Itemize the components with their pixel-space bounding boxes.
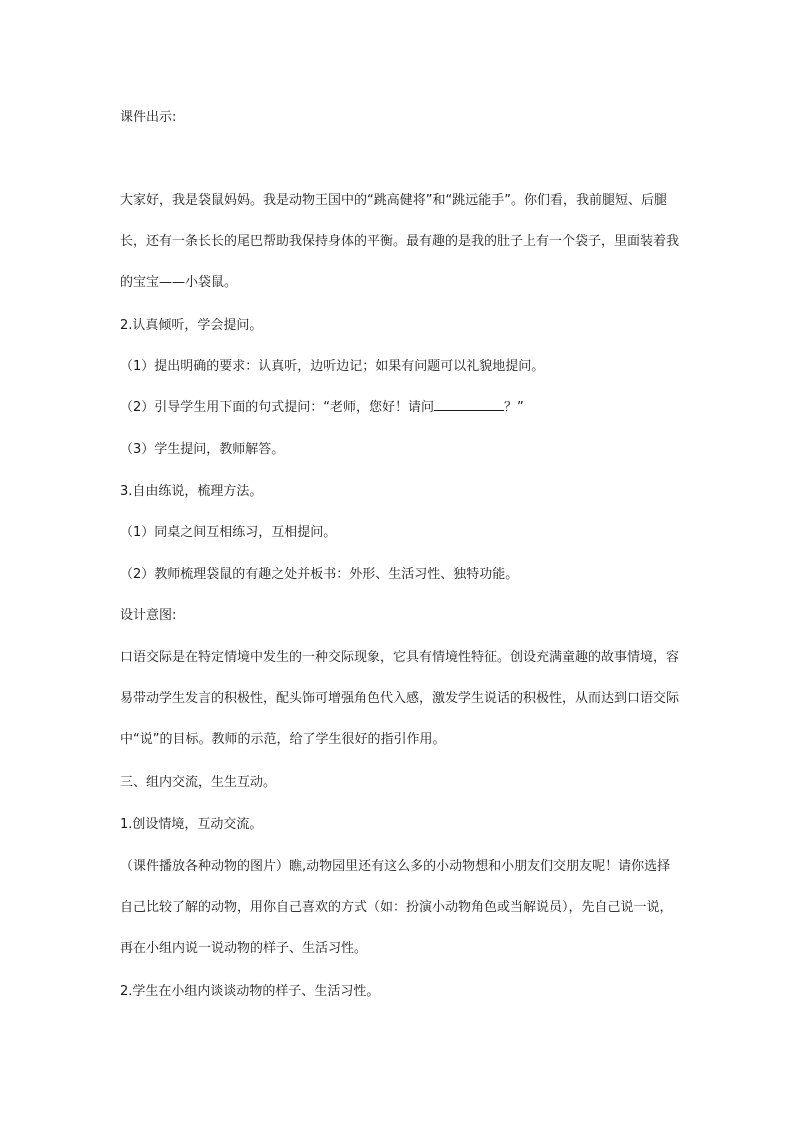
step2-item2 (120, 398, 524, 418)
step2-item2-text-before: （2）引导学生用下面的句式提问：“老师，您好！请问 (120, 400, 435, 415)
answer-blank-line (434, 398, 504, 411)
step3-item1: （1）同桌之间互相练习，互相提问。 (120, 525, 337, 540)
section3-title: 三、组内交流，生生互动。 (120, 775, 277, 790)
step2-item2-text-after: ？” (504, 400, 524, 415)
step3-title: 3.自由练说，梳理方法。 (120, 484, 263, 499)
step2-item1: （1）提出明确的要求：认真听，边听边记；如果有问题可以礼貌地提问。 (120, 359, 545, 374)
step3-item2: （2）教师梳理袋鼠的有趣之处并板书：外形、生活习性、独特功能。 (120, 567, 519, 582)
courseware-label: 课件出示: (120, 110, 177, 125)
step2-title: 2.认真倾听，学会提问。 (120, 318, 263, 333)
section3-step1: 1.创设情境，互动交流。 (120, 817, 263, 832)
step2-item3: （3）学生提问，教师解答。 (120, 442, 285, 457)
section3-step2: 2.学生在小组内谈谈动物的样子、生活习性。 (120, 984, 380, 999)
design-paragraph: 口语交际是在特定情境中发生的一种交际现象，它具有情境性特征。创设充满童趣的故事情境，容易带动学生发言的积极性，配头饰可增强角色代入感，激发学生说话的积极性，从而达到口语交际中“说”的目标。教师的示范，给了学生很好的指引作用。 (120, 650, 680, 747)
design-label: 设计意图: (120, 608, 177, 623)
section3-paragraph: （课件播放各种动物的图片）瞧,动物园里还有这么多的小动物想和小朋友们交朋友呢！请你选择自己比较了解的动物，用你自己喜欢的方式（如：扮演小动物角色或当解说员），先自己说一说，再在小组内说一说动物的样子、生活习性。 (120, 859, 673, 956)
intro-paragraph: 大家好，我是袋鼠妈妈。我是动物王国中的“跳高健将”和“跳远能手”。你们看，我前腿短、后腿长，还有一条长长的尾巴帮助我保持身体的平衡。最有趣的是我的肚子上有一个袋子，里面装着我的宝宝——小袋鼠。 (120, 193, 680, 290)
